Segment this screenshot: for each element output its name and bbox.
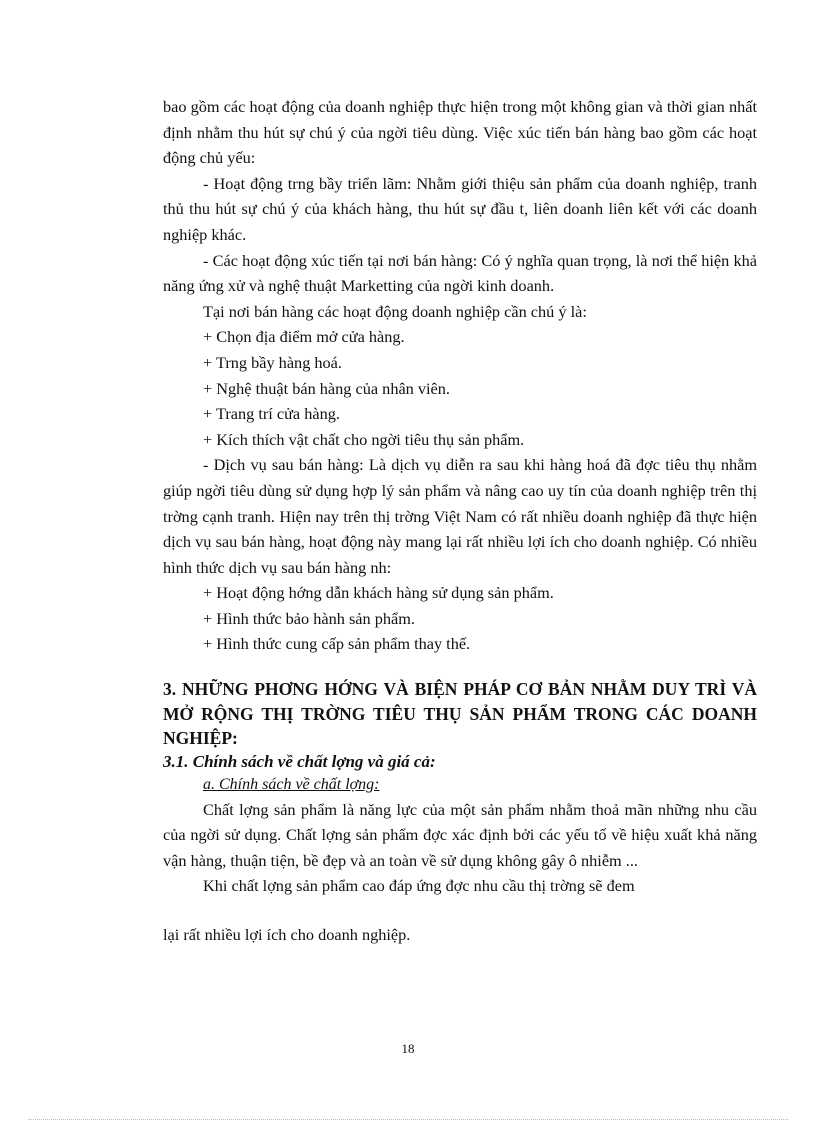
page-bottom-divider — [28, 1119, 788, 1120]
closing-line: Khi chất lợng sản phẩm cao đáp ứng đợc nhu cầu thị trờng sẽ đem — [203, 876, 635, 896]
exhibition-paragraph: - Hoạt động trng bầy triển lãm: Nhằm giới thiệu sản phẩm của doanh nghiệp, tranh thủ thu hút sự chú ý của khách hàng, thu hút sự đầu t, liên doanh liên kết với các doanh nghiệp khác. — [163, 173, 757, 244]
subsubsection-heading: a. Chính sách về chất lợng: — [203, 775, 380, 793]
point-of-sale-paragraph: - Các hoạt động xúc tiến tại nơi bán hàng: Có ý nghĩa quan trọng, là nơi thể hiện khả năng ứng xử và nghệ thuật Marketting của ngời kinh doanh. — [163, 250, 757, 296]
list-item: + Hình thức bảo hành sản phẩm. — [203, 608, 415, 628]
closing-line-continued: lại rất nhiều lợi ích cho doanh nghiệp. — [163, 924, 411, 944]
list-item: + Hình thức cung cấp sản phẩm thay thế. — [203, 634, 471, 654]
list-item: + Trng bầy hàng hoá. — [203, 352, 342, 372]
list-item: + Nghệ thuật bán hàng của nhân viên. — [203, 378, 450, 398]
list-item: + Kích thích vật chất cho ngời tiêu thụ sản phẩm. — [203, 429, 525, 449]
spacer — [163, 899, 757, 922]
quality-paragraph: Chất lợng sản phẩm là năng lực của một sản phẩm nhằm thoả mãn những nhu cầu của ngời sử dụng. Chất lợng sản phẩm đợc xác định bởi các yếu tố về hiệu xuất khả năng vận hàng, thuận tiện, bề đẹp và an toàn về sử dụng không gây ô nhiễm ... — [163, 799, 757, 870]
attention-paragraph: Tại nơi bán hàng các hoạt động doanh nghiệp cần chú ý là: — [203, 301, 587, 321]
section-heading: 3. NHỮNG PHƠNG HỚNG VÀ BIỆN PHÁP CƠ BẢN NHẰM DUY TRÌ VÀ MỞ RỘNG THỊ TRỜNG TIÊU THỤ SẢN PHẨM TRONG CÁC DOANH NGHIỆP: — [163, 679, 757, 749]
document-page — [163, 94, 757, 948]
list-item: + Trang trí cửa hàng. — [203, 404, 340, 424]
intro-paragraph: bao gồm các hoạt động của doanh nghiệp thực hiện trong một không gian và thời gian nhất định nhằm thu hút sự chú ý của ngời tiêu dùng. Việc xúc tiến bán hàng bao gồm các hoạt động chủ yếu: — [163, 97, 757, 168]
after-sales-paragraph: - Dịch vụ sau bán hàng: Là dịch vụ diễn ra sau khi hàng hoá đã đợc tiêu thụ nhằm giúp ngời tiêu dùng sử dụng hợp lý sản phẩm và nâng cao uy tín của doanh nghiệp trên thị trờng cạnh tranh. Hiện nay trên thị trờng Việt Nam có rất nhiều doanh nghiệp đã thực hiện dịch vụ sau bán hàng, hoạt động này mang lại rất nhiều lợi ích cho doanh nghiệp. Có nhiều hình thức dịch vụ sau bán hàng nh: — [163, 455, 757, 577]
subsection-heading: 3.1. Chính sách về chất lợng và giá cả: — [163, 751, 436, 771]
list-item: + Chọn địa điểm mở cửa hàng. — [203, 327, 405, 347]
page-number: 18 — [401, 1041, 415, 1056]
list-item: + Hoạt động hớng dẫn khách hàng sử dụng sản phẩm. — [203, 583, 554, 603]
